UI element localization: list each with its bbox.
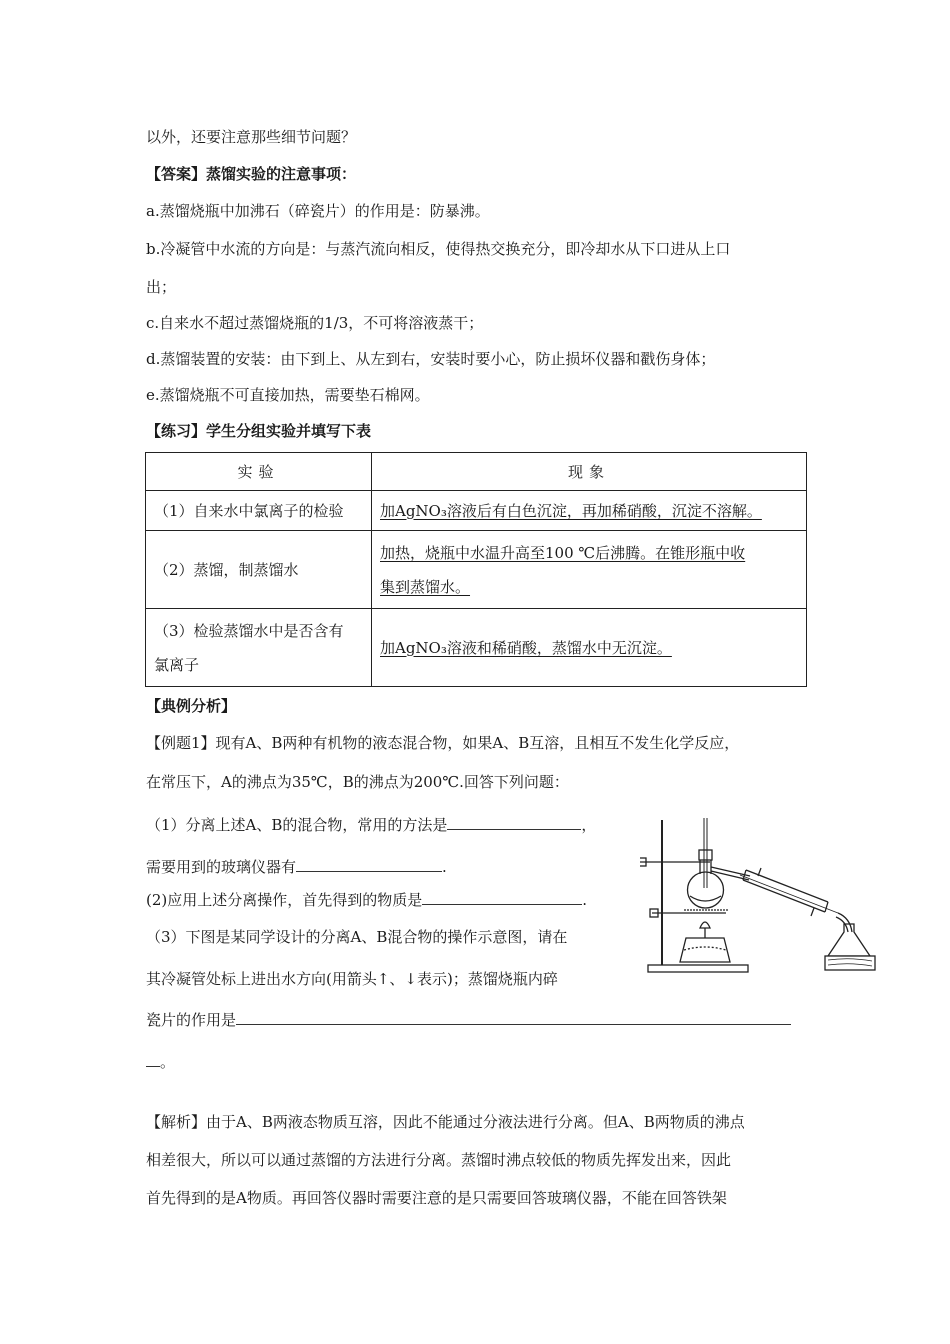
- practice-heading: 【练习】学生分组实验并填写下表: [146, 422, 372, 440]
- answer-blank[interactable]: [447, 815, 581, 830]
- table-header-row: [146, 453, 807, 491]
- punctuation: .: [582, 891, 588, 909]
- answer-blank[interactable]: [236, 1010, 791, 1025]
- question-part-1: [146, 815, 596, 835]
- question-text: 瓷片的作用是: [146, 1011, 237, 1029]
- analysis-text: 【解析】由于A、B两液态物质互溶，因此不能通过分液法进行分离。但A、B两物质的沸点: [146, 1113, 745, 1131]
- punctuation: .: [442, 858, 447, 876]
- question-text: 其冷凝管处标上进出水方向(用箭头↑、↓表示)；蒸馏烧瓶内碎: [146, 970, 558, 988]
- question-part-3: （3）下图是某同学设计的分离A、B混合物的操作示意图，请在: [146, 928, 568, 946]
- distillation-apparatus-diagram: [640, 810, 890, 980]
- question-text: [146, 1052, 175, 1072]
- phenomenon-answer: 加AgNO₃溶液和稀硝酸，蒸馏水中无沉淀。: [380, 638, 672, 657]
- phenomenon-cell: [372, 531, 807, 609]
- phenomenon-cell: [372, 491, 807, 531]
- table-row: [146, 531, 807, 609]
- experiment-text: （3）检验蒸馏水中是否含有: [154, 621, 344, 640]
- text-line: d.蒸馏装置的安装：由下到上、从左到右，安装时要小心，防止损坏仪器和戳伤身体；: [146, 350, 716, 368]
- answer-blank[interactable]: [296, 857, 442, 872]
- answer-blank[interactable]: [422, 890, 582, 905]
- experiment-cell: （1）自来水中氯离子的检验: [146, 491, 372, 531]
- table-row: [146, 491, 807, 531]
- question-text: [146, 1010, 791, 1030]
- example-heading: 【典例分析】: [146, 697, 237, 715]
- answer-blank[interactable]: [146, 1052, 160, 1067]
- question-text: 【例题1】现有A、B两种有机物的液态混合物，如果A、B互溶，且相互不发生化学反应，: [146, 734, 740, 752]
- question-part-1b: [146, 857, 447, 877]
- question-text: （1）分离上述A、B的混合物，常用的方法是: [146, 816, 448, 834]
- experiment-text: 氯离子: [154, 655, 200, 674]
- question-text: 需要用到的玻璃仪器有: [146, 858, 297, 876]
- text-line: b.冷凝管中水流的方向是：与蒸汽流向相反，使得热交换充分，即冷却水从下口进从上口: [146, 240, 731, 258]
- text-line: e.蒸馏烧瓶不可直接加热，需要垫石棉网。: [146, 386, 430, 404]
- table-row: [146, 609, 807, 687]
- text-line: c.自来水不超过蒸馏烧瓶的1/3，不可将溶液蒸干；: [146, 314, 484, 332]
- phenomenon-answer: 加热，烧瓶中水温升高至100 ℃后沸腾。在锥形瓶中收: [380, 543, 746, 562]
- experiment-cell: [146, 609, 372, 687]
- analysis-text: 首先得到的是A物质。再回答仪器时需要注意的是只需要回答玻璃仪器，不能在回答铁架: [146, 1189, 727, 1207]
- text-line: a.蒸馏烧瓶中加沸石（碎瓷片）的作用是：防暴沸。: [146, 202, 490, 220]
- header-phenomenon: 现象: [372, 453, 807, 491]
- question-text: 在常压下，A的沸点为35℃，B的沸点为200℃.回答下列问题：: [146, 773, 569, 791]
- answer-heading: 【答案】蒸馏实验的注意事项：: [146, 165, 357, 183]
- punctuation: ，: [581, 816, 597, 834]
- header-experiment: 实验: [146, 453, 372, 491]
- phenomenon-answer: 集到蒸馏水。: [380, 577, 471, 596]
- phenomenon-cell: [372, 609, 807, 687]
- text-line: 出；: [146, 278, 177, 296]
- punctuation: 。: [160, 1053, 176, 1071]
- practice-table: [145, 452, 807, 687]
- analysis-text: 相差很大，所以可以通过蒸馏的方法进行分离。蒸馏时沸点较低的物质先挥发出来，因此: [146, 1151, 732, 1169]
- question-part-2: [146, 890, 587, 910]
- phenomenon-answer: 加AgNO₃溶液后有白色沉淀，再加稀硝酸，沉淀不溶解。: [380, 501, 762, 520]
- experiment-cell: （2）蒸馏，制蒸馏水: [146, 531, 372, 609]
- question-text: (2)应用上述分离操作，首先得到的物质是: [146, 891, 423, 909]
- text-line: 以外，还要注意那些细节问题？: [146, 128, 357, 146]
